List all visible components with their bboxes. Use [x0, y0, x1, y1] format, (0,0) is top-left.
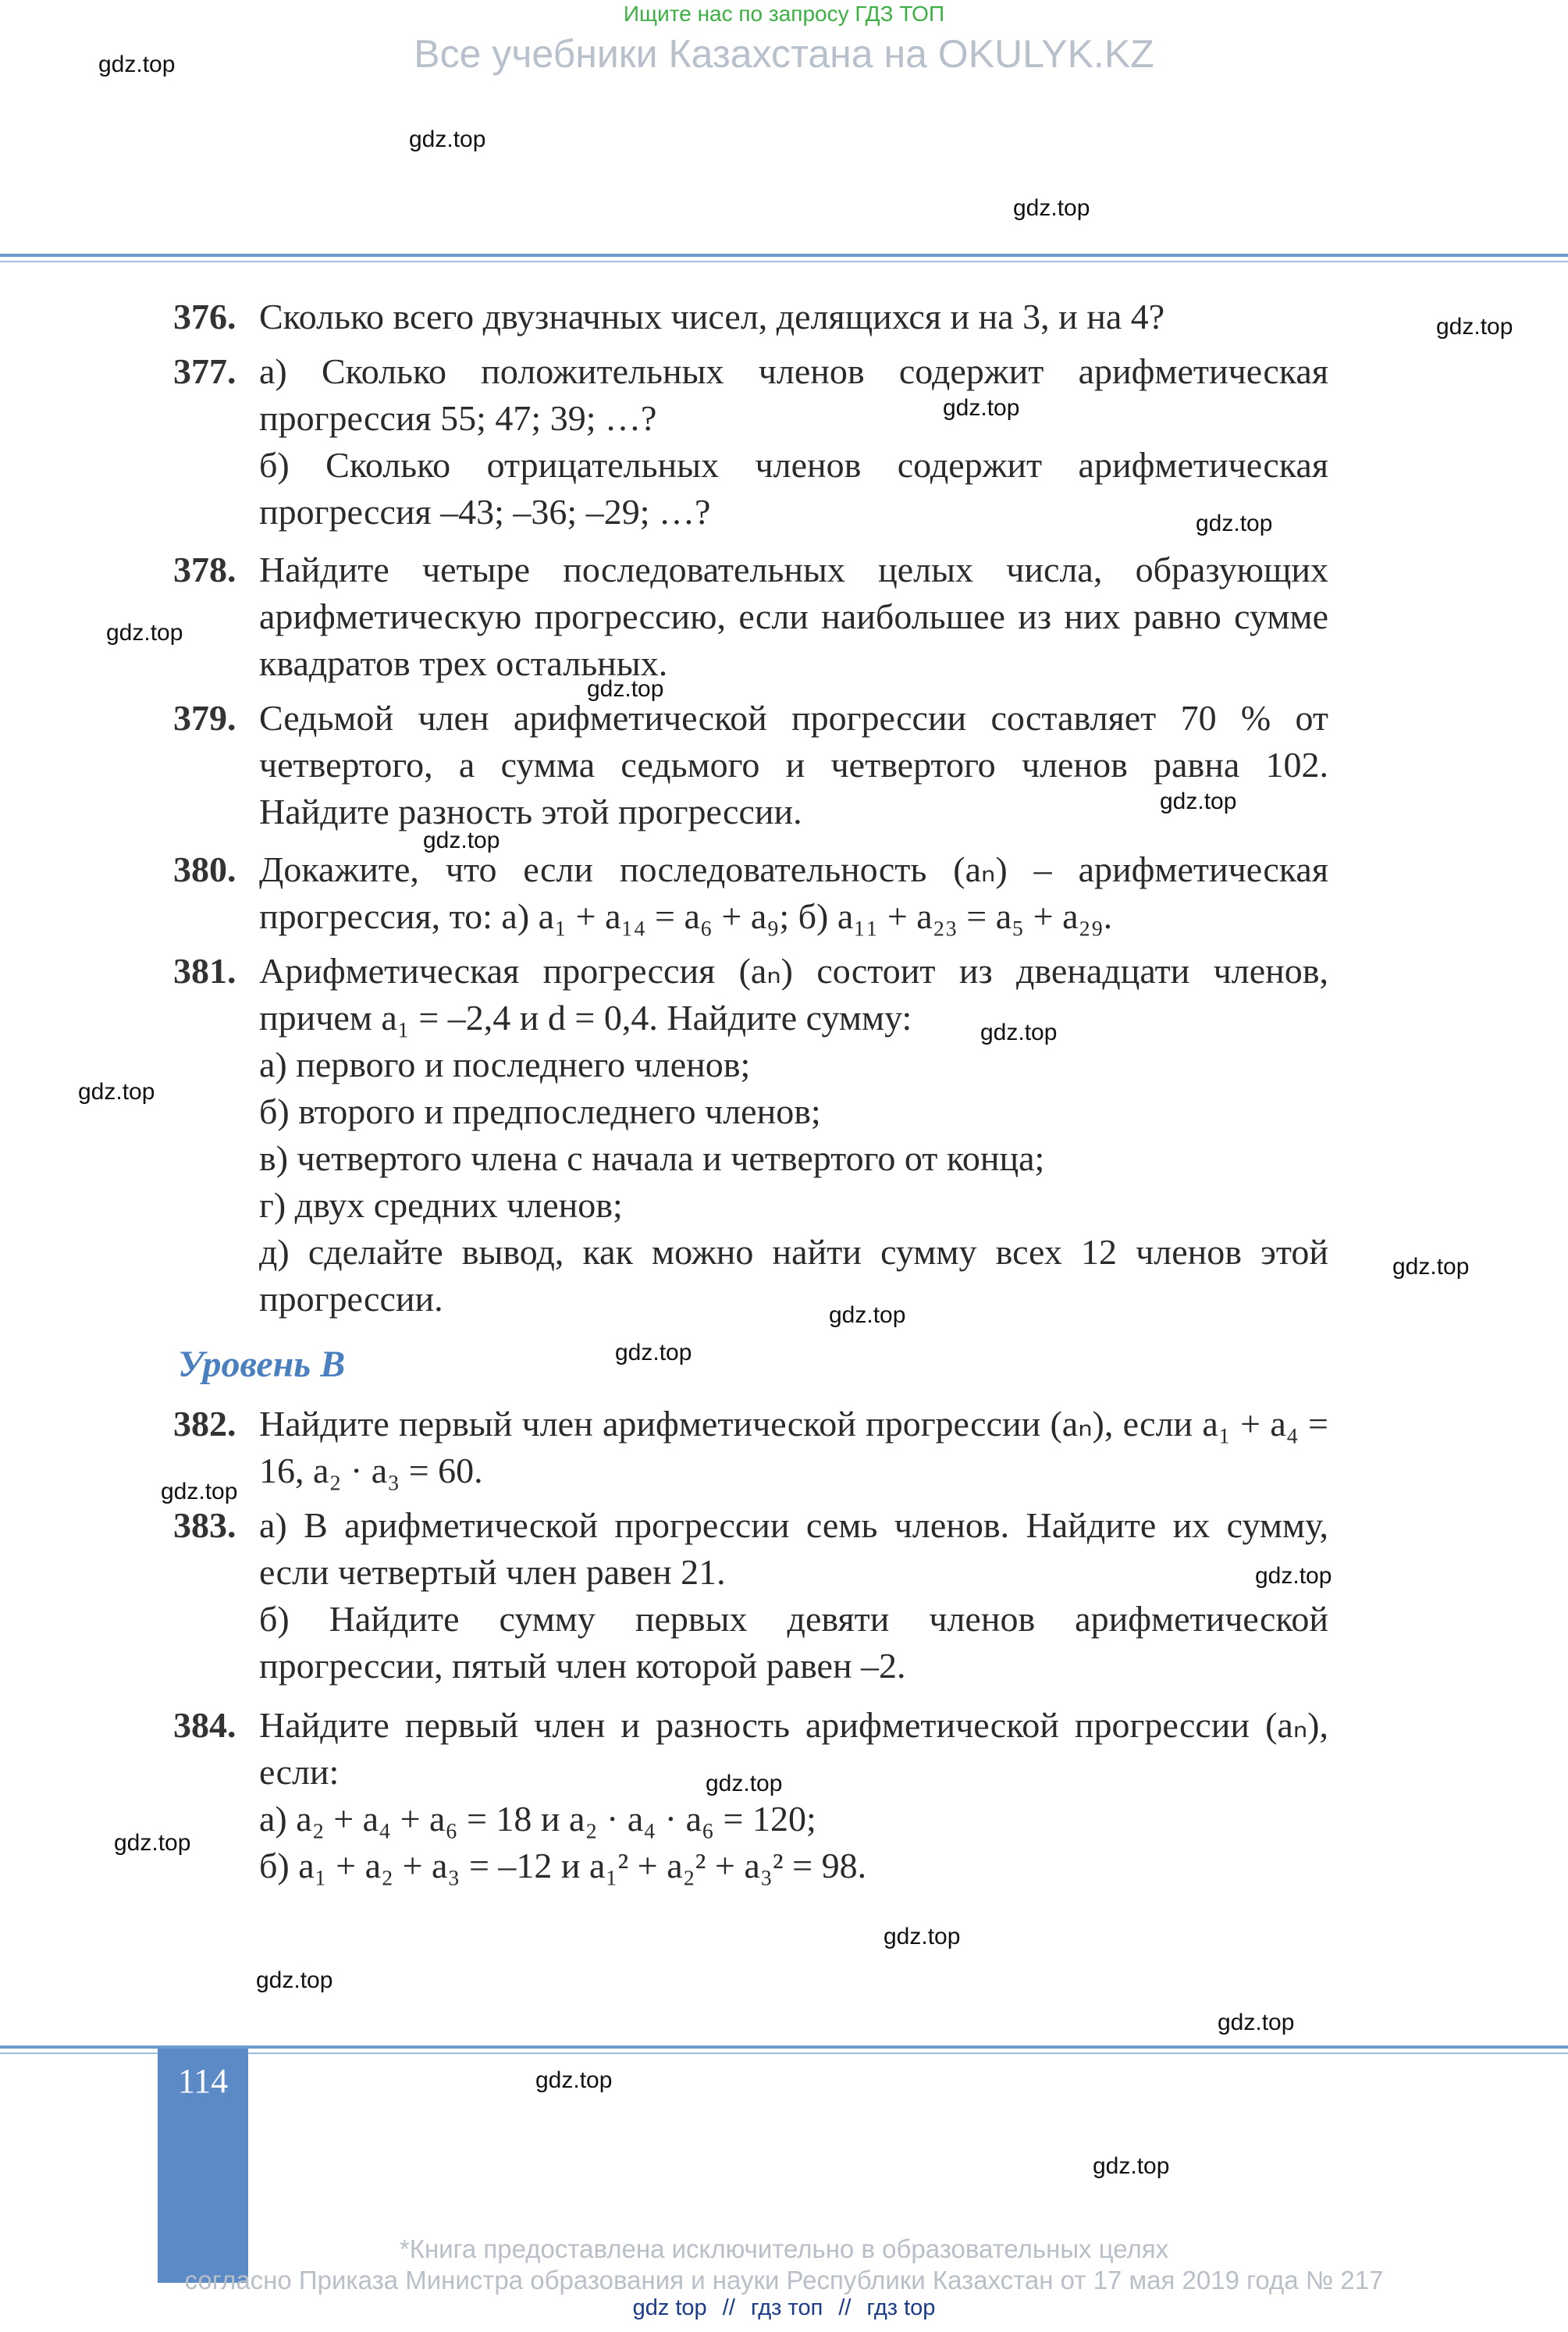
task-number: 380. — [173, 849, 236, 889]
task-part-a: а) a₂ + a₄ + a₆ = 18 и a₂ · a₄ · a₆ = 120; — [259, 1799, 816, 1839]
task-part-b: б) Найдите сумму первых девяти членов арифметической прогрессии, пятый член которой равен –2. — [259, 1599, 1328, 1686]
task-number: 381. — [173, 951, 236, 991]
task-text: Арифметическая прогрессия (aₙ) состоит из двенадцати членов, причем a₁ = –2,4 и d = 0,4. Найдите сумму: — [259, 951, 1328, 1038]
footer-separator: // — [722, 2295, 735, 2320]
watermark: gdz.top — [78, 1079, 155, 1105]
task-number: 382. — [173, 1404, 236, 1444]
top-divider-thin — [0, 261, 1568, 262]
task-text: Найдите первый член и разность арифметической прогрессии (aₙ), если: — [259, 1705, 1328, 1792]
task-text: Найдите четыре последовательных целых числа, образующих арифметическую прогрессию, если наибольшее из них равно сумме квадратов трех остальных. — [259, 550, 1328, 683]
task-part-c: в) четвертого члена с начала и четвертого от конца; — [259, 1138, 1045, 1178]
task-part-e: д) сделайте вывод, как можно найти сумму всех 12 членов этой прогрессии. — [259, 1232, 1328, 1319]
task-part-a: а) первого и последнего членов; — [259, 1045, 751, 1084]
watermark: gdz.top — [1255, 1563, 1332, 1589]
watermark: gdz.top — [980, 1020, 1058, 1045]
page-number: 114 — [177, 2062, 229, 2100]
watermark: gdz.top — [587, 676, 664, 702]
watermark: gdz.top — [423, 828, 500, 853]
watermark: gdz.top — [106, 620, 183, 646]
task-part-b: б) второго и предпоследнего членов; — [259, 1091, 821, 1131]
site-title[interactable]: Все учебники Казахстана на OKULYK.KZ — [414, 32, 1154, 76]
task-part-b: б) a₁ + a₂ + a₃ = –12 и a₁² + a₂² + a₃² = 98. — [259, 1846, 867, 1885]
watermark: gdz.top — [1196, 511, 1273, 536]
watermark: gdz.top — [829, 1302, 906, 1328]
footer-link-gdz-top-ru[interactable]: гдз топ — [750, 2295, 823, 2320]
watermark: gdz.top — [409, 126, 486, 152]
watermark: gdz.top — [1392, 1254, 1470, 1280]
task-379 — [173, 695, 1328, 835]
watermark: gdz.top — [615, 1340, 692, 1365]
task-number: 378. — [173, 550, 236, 589]
task-381 — [173, 948, 1328, 1323]
watermark: gdz.top — [1436, 314, 1513, 340]
task-text: Седьмой член арифметической прогрессии составляет 70 % от четвертого, а сумма седьмого и четвертого членов равна 102. Найдите разность этой прогрессии. — [259, 698, 1328, 831]
watermark: gdz.top — [1093, 2153, 1170, 2179]
watermark: gdz.top — [114, 1830, 191, 1856]
watermark: gdz.top — [98, 52, 176, 77]
footer-link-gdz-top[interactable]: gdz top — [632, 2295, 707, 2320]
watermark: gdz.top — [161, 1479, 238, 1504]
footer-disclaimer: *Книга предоставлена исключительно в образовательных целях — [399, 2234, 1169, 2263]
task-378 — [173, 547, 1328, 687]
watermark: gdz.top — [884, 1924, 961, 1949]
level-heading: Уровень B — [178, 1344, 346, 1385]
task-number: 383. — [173, 1505, 236, 1545]
task-text: Докажите, что если последовательность (aₙ) – арифметическая прогрессия, то: а) a₁ + a₁₄ = a₆ + a₉; б) a₁₁ + a₂₃ = a₅ + a₂₉. — [259, 849, 1328, 936]
task-number: 377. — [173, 351, 236, 391]
task-380 — [173, 846, 1328, 940]
watermark: gdz.top — [535, 2067, 613, 2093]
top-divider — [0, 254, 1568, 257]
footer-links — [0, 2295, 1568, 2321]
task-part-b: б) Сколько отрицательных членов содержит арифметическая прогрессия –43; –36; –29; …? — [259, 445, 1328, 532]
task-377 — [173, 348, 1328, 536]
watermark: gdz.top — [1218, 2010, 1295, 2035]
task-text: Найдите первый член арифметической прогрессии (aₙ), если a₁ + a₄ = 16, a₂ · a₃ = 60. — [259, 1404, 1328, 1490]
watermark: gdz.top — [1160, 789, 1237, 814]
task-number: 379. — [173, 698, 236, 738]
footer-order: согласно Приказа Министра образования и науки Республики Казахстан от 17 мая 2019 года № 217 — [184, 2266, 1384, 2295]
watermark: gdz.top — [256, 1967, 333, 1993]
watermark: gdz.top — [706, 1771, 783, 1796]
task-text: Сколько всего двузначных чисел, делящихся и на 3, и на 4? — [259, 297, 1165, 336]
task-376 — [173, 294, 1328, 340]
watermark: gdz.top — [1013, 195, 1090, 221]
task-382 — [173, 1401, 1328, 1494]
task-part-d: г) двух средних членов; — [259, 1185, 623, 1225]
watermark: gdz.top — [943, 395, 1020, 421]
task-part-a: а) В арифметической прогрессии семь членов. Найдите их сумму, если четвертый член равен 21. — [259, 1505, 1328, 1592]
task-number: 376. — [173, 297, 236, 336]
footer-separator: // — [838, 2295, 852, 2320]
task-part-a: а) Сколько положительных членов содержит арифметическая прогрессия 55; 47; 39; …? — [259, 351, 1328, 438]
task-383 — [173, 1502, 1328, 1689]
task-number: 384. — [173, 1705, 236, 1745]
footer-link-gdz-top-mixed[interactable]: гдз top — [866, 2295, 936, 2320]
top-hint[interactable]: Ищите нас по запросу ГДЗ ТОП — [623, 2, 945, 26]
